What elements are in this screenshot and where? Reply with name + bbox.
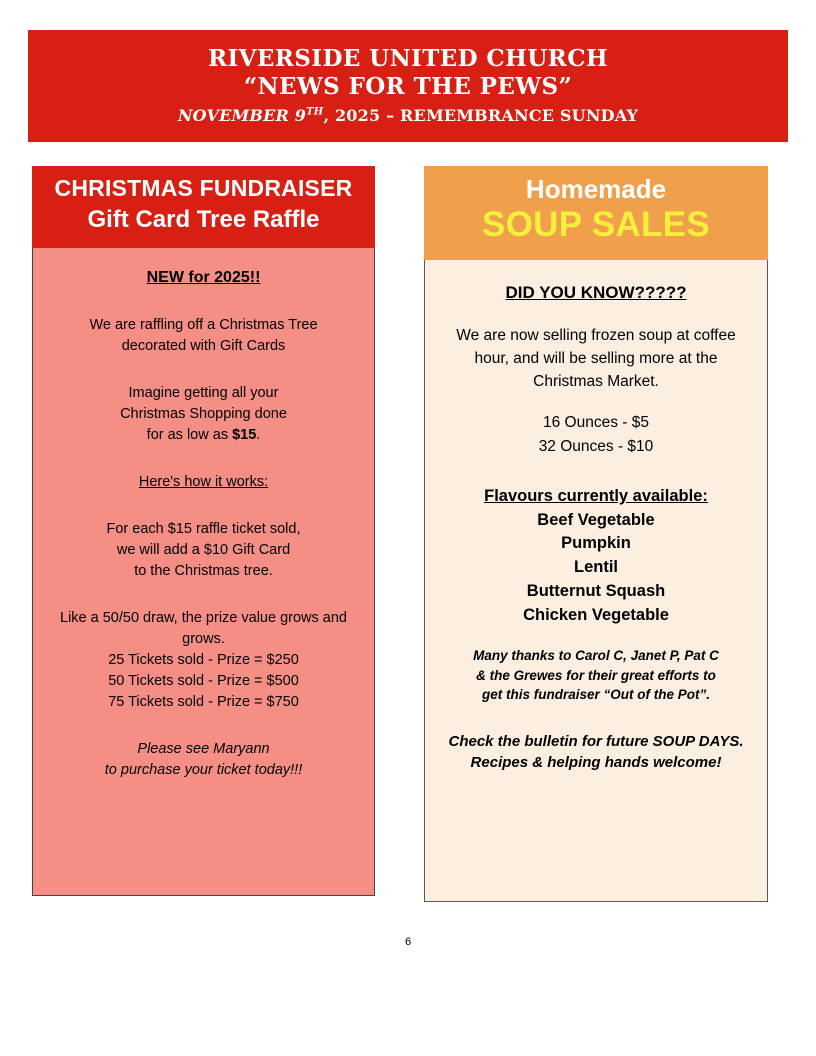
check-bulletin-line2: Recipes & helping hands welcome! <box>470 754 722 772</box>
shopping-line3 <box>45 425 362 446</box>
issue-date <box>178 106 638 125</box>
church-name: RIVERSIDE UNITED CHURCH <box>207 45 609 73</box>
flavour-item: Butternut Squash <box>526 582 666 601</box>
issue-date-month-day: NOVEMBER 9 <box>177 105 307 125</box>
spacer <box>45 357 362 383</box>
shopping-line2: Christmas Shopping done <box>120 406 287 423</box>
spacer <box>45 582 362 608</box>
spacer <box>45 493 362 519</box>
check-bulletin-line1: Check the bulletin for future SOUP DAYS. <box>448 732 744 750</box>
did-you-know-heading: DID YOU KNOW????? <box>505 283 687 302</box>
soup-price-32oz: 32 Ounces - $10 <box>538 437 654 455</box>
how-it-works-heading: Here's how it works: <box>138 474 269 491</box>
christmas-fundraiser-body <box>32 248 375 896</box>
prize-tier-1: 25 Tickets sold - Prize = $250 <box>108 652 299 669</box>
newsletter-title: “NEWS FOR THE PEWS” <box>243 72 573 100</box>
thanks-line3: get this fundraiser “Out of the Pot”. <box>481 687 710 703</box>
prize-growth-line2: grows. <box>182 631 225 648</box>
how-it-works-line3: to the Christmas tree. <box>134 563 273 580</box>
closing-line2: to purchase your ticket today!!! <box>104 762 303 779</box>
flavour-item: Chicken Vegetable <box>523 606 669 625</box>
flavour-item: Pumpkin <box>561 534 631 553</box>
new-for-2025-heading: NEW for 2025!! <box>146 269 261 286</box>
spacer <box>45 446 362 472</box>
spacer <box>45 713 362 739</box>
newsletter-header-banner <box>28 30 788 142</box>
christmas-fundraiser-title-box <box>32 166 375 248</box>
flavours-heading: Flavours currently available: <box>484 486 708 505</box>
soup-sales-body <box>424 260 768 902</box>
how-it-works-line2: we will add a $10 Gift Card <box>116 542 291 559</box>
spacer <box>45 289 362 315</box>
thanks-line2: & the Grewes for their great efforts to <box>476 667 716 683</box>
prize-growth-line1: Like a 50/50 draw, the prize value grows and <box>60 610 347 627</box>
shopping-line3-post: . <box>256 427 261 444</box>
shopping-line1: Imagine getting all your <box>128 385 279 402</box>
prize-tier-2: 50 Tickets sold - Prize = $500 <box>108 673 299 690</box>
flavour-item: Lentil <box>574 558 618 577</box>
spacer <box>437 628 755 646</box>
prize-tier-3: 75 Tickets sold - Prize = $750 <box>108 694 299 711</box>
christmas-fundraiser-title-line2: Gift Card Tree Raffle <box>87 205 320 233</box>
soup-price-16oz: 16 Ounces - $5 <box>543 414 649 432</box>
raffle-description-line1: We are raffling off a Christmas Tree <box>89 317 318 334</box>
raffle-description-line2: decorated with Gift Cards <box>121 338 286 355</box>
issue-date-ordinal: TH <box>306 106 324 118</box>
ticket-price-amount: $15 <box>232 427 257 444</box>
closing-line1: Please see Maryann <box>137 741 270 758</box>
thanks-line1: Many thanks to Carol C, Janet P, Pat C <box>473 648 719 664</box>
soup-intro-line2: hour, and will be selling more at the <box>474 349 718 367</box>
spacer <box>437 705 755 731</box>
spacer <box>437 306 755 324</box>
soup-sales-panel <box>424 166 768 902</box>
spacer <box>437 393 755 411</box>
christmas-fundraiser-panel <box>32 166 375 896</box>
soup-sales-title-line1: Homemade <box>525 174 667 204</box>
page-number: 6 <box>404 936 412 948</box>
christmas-fundraiser-title-line1: CHRISTMAS FUNDRAISER <box>54 175 353 201</box>
spacer <box>437 458 755 484</box>
soup-intro-line3: Christmas Market. <box>533 373 659 390</box>
how-it-works-line1: For each $15 raffle ticket sold, <box>106 521 301 538</box>
soup-sales-title-line2: SOUP SALES <box>482 205 710 245</box>
flavour-item: Beef Vegetable <box>537 510 655 529</box>
soup-sales-title-box <box>424 166 768 260</box>
soup-intro-line1: We are now selling frozen soup at coffee <box>456 326 736 344</box>
issue-date-rest: , 2025 – REMEMBRANCE SUNDAY <box>323 105 639 125</box>
shopping-line3-pre: for as low as <box>146 427 233 444</box>
